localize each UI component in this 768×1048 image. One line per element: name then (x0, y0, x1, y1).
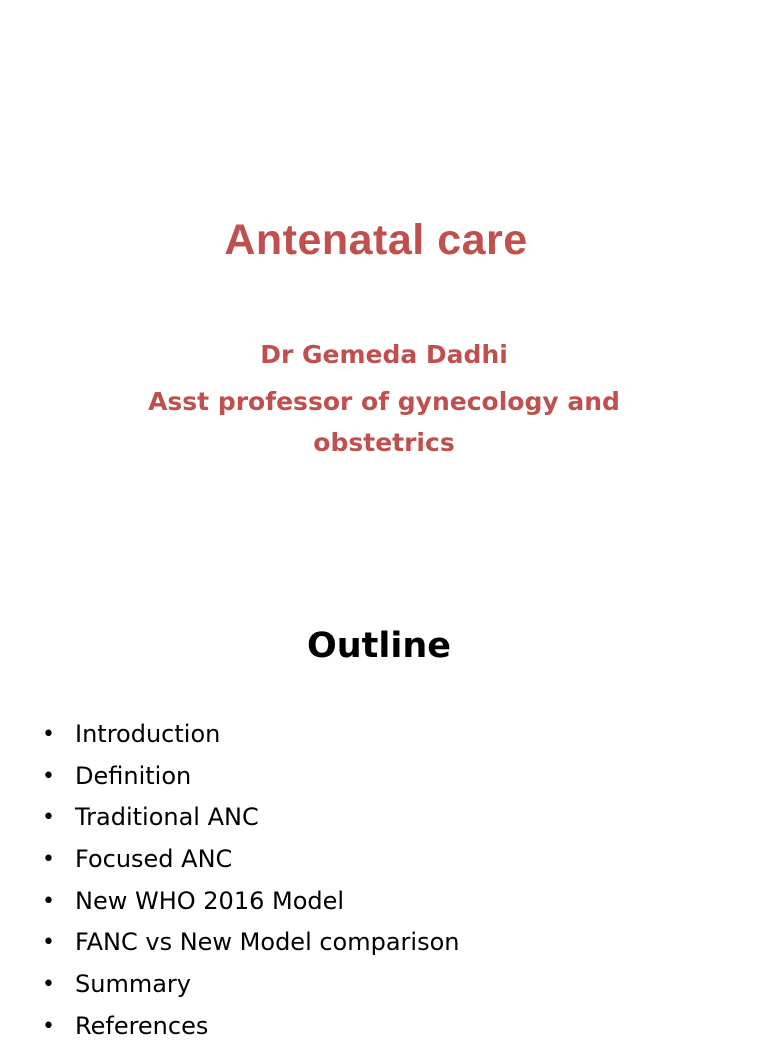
list-item-label: Traditional ANC (75, 803, 259, 832)
list-item (0, 964, 768, 1006)
list-item (0, 922, 768, 964)
bullet-icon: • (42, 930, 55, 956)
bullet-icon: • (42, 805, 55, 831)
slide-title: Antenatal care (224, 216, 528, 264)
author-role-line-1: Asst professor of gynecology and (148, 387, 620, 416)
list-item (0, 839, 768, 881)
list-item-label: Summary (75, 970, 191, 999)
bullet-icon: • (42, 972, 55, 998)
list-item-label: Definition (75, 761, 192, 790)
bullet-icon: • (42, 722, 55, 747)
list-item (0, 1006, 768, 1048)
list-item-label: New WHO 2016 Model (75, 886, 345, 915)
list-item (0, 881, 768, 923)
outline-list (0, 714, 768, 1048)
list-item (0, 797, 768, 839)
list-item-label: References (75, 1011, 209, 1040)
list-item (0, 714, 768, 756)
outline-title: Outline (306, 626, 452, 666)
author-role-line-2: obstetrics (313, 428, 455, 457)
bullet-icon: • (42, 847, 55, 873)
bullet-icon: • (42, 1013, 55, 1039)
list-item-label: FANC vs New Model comparison (75, 928, 460, 957)
list-item-label: Introduction (75, 720, 221, 748)
list-item (0, 756, 768, 798)
bullet-icon: • (42, 763, 55, 789)
author-name: Dr Gemeda Dadhi (260, 340, 508, 369)
list-item-label: Focused ANC (75, 845, 233, 874)
bullet-icon: • (42, 888, 55, 914)
